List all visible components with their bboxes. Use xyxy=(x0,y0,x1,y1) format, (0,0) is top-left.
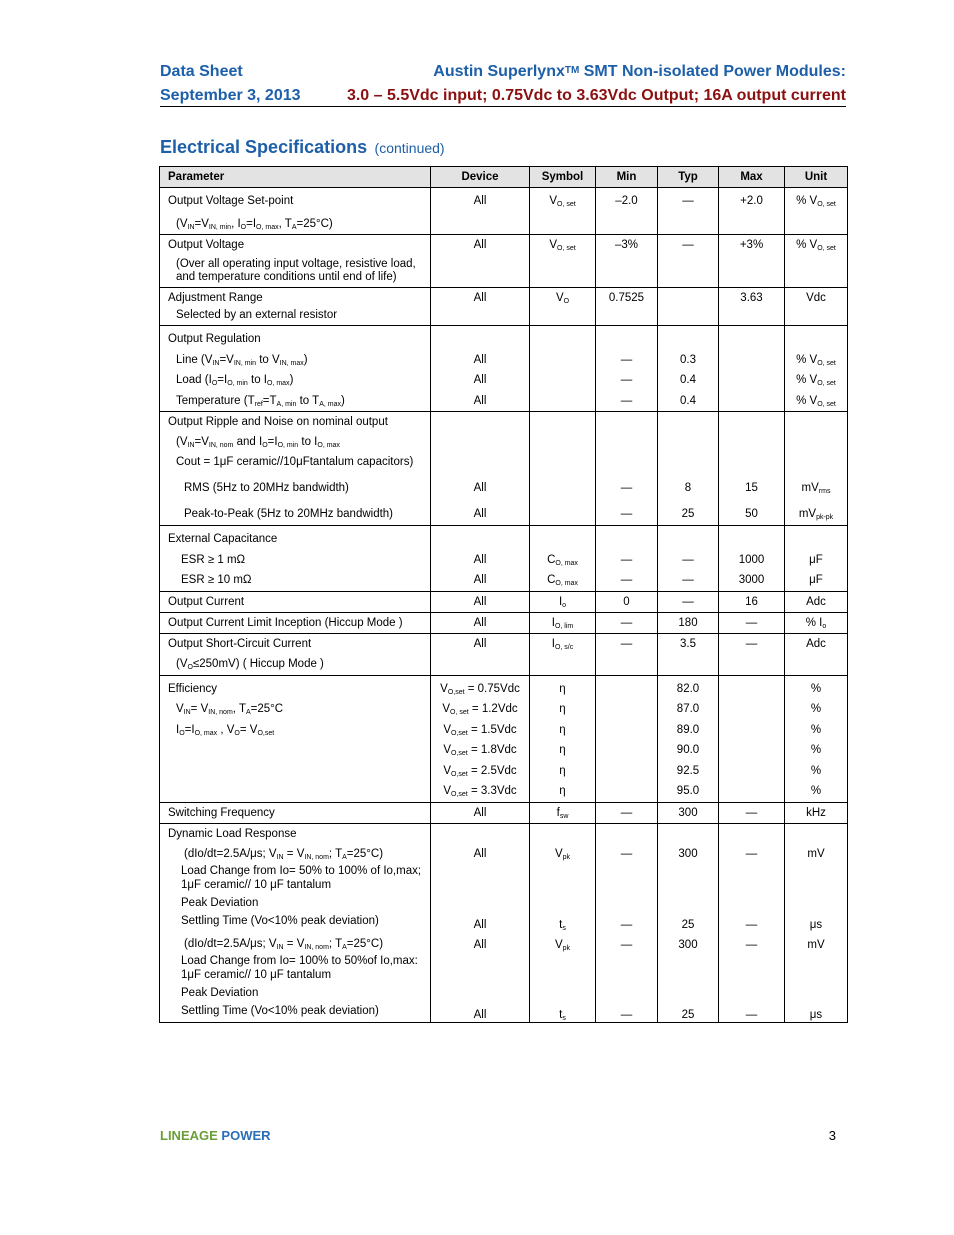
table-row: Output Voltage Set-point ($V_{IN}=V_{IN, min}$, $I_O=I_{O, max}$, $T_A=25^\circ C$) All $V_{O, set}$ –2.0 — +2.0 % $V_{O, set}$ xyxy=(160,188,848,235)
col-min: Min xyxy=(596,167,658,188)
page-number: 3 xyxy=(828,1128,836,1143)
spec-table xyxy=(159,166,848,1023)
col-typ: Typ xyxy=(658,167,719,188)
table-row: Adjustment Range Selected by an external resistor All $V_O$ 0.7525 3.63 Vdc xyxy=(160,288,848,326)
table-row: Output Short-Circuit Current $(V_O\le 250mV)$ ( Hiccup Mode ) All $I_{O, s/c}$ — 3.5 — Adc xyxy=(160,633,848,675)
col-device: Device xyxy=(431,167,530,188)
table-row: Output Current All $I_o$ 0 — 16 Adc xyxy=(160,591,848,612)
col-parameter: Parameter xyxy=(160,167,431,188)
table-row: Switching Frequency All $f_{sw}$ — 300 — kHz xyxy=(160,802,848,823)
table-row: Output Ripple and Noise on nominal output ($V_{IN}=V_{IN, nom}$ and $I_O=I_{O, min}$ to $I_{O, max}$ Cout = 1μF ceramic//10μFtantalum capacitors) RMS (5Hz to 20MHz bandwidth) Peak-to-Peak (5Hz to 20MHz bandwidth) All All — — 8 25 15 50 $mV_{rms}$ $mV_{pk-pk}$ xyxy=(160,412,848,526)
table-row: Dynamic Load Response (dIo/dt=2.5A/μs; $V_{IN} = V_{IN, nom}$; $T_A=25^\circ C$) Load Change from Io= 50% to 100% of Io,max; 1μF ceramic// 10 μF tantalum Peak Deviation Settling Time (Vo<10% peak deviation) (dIo/dt=2.5A/μs; $V_{IN} = V_{IN, nom}$; $T_A=25^\circ C$) Load Change from Io= 100% to 50%of Io,max: 1μF ceramic// 10 μF tantalum Peak Deviation Settling Time (Vo<10% peak deviation) All All All All $V_{pk}$ $t_s$ $V_{pk}$ $t_s$ — — — — 300 25 300 25 — — — — mV μs mV μs xyxy=(160,823,848,1022)
doc-date: September 3, 2013 xyxy=(160,87,301,104)
table-row: Output Regulation Line ($V_{IN}=V_{IN, min}$ to $V_{IN, max}$) Load ($I_O=I_{O, min}$ to $I_{O, max}$) Temperature ($T_{ref}=T_{A, min}$ to $T_{A, max}$) All All All — — — 0.3 0.4 0.4 % $V_{O, set}$ % $V_{O, set}$ % $V_{O, set}$ xyxy=(160,326,848,412)
company-logo-text: LINEAGE POWER xyxy=(160,1128,271,1143)
col-max: Max xyxy=(719,167,785,188)
table-row: Output Current Limit Inception (Hiccup Mode ) All $I_{O, lim}$ — 180 — % $I_o$ xyxy=(160,612,848,633)
col-symbol: Symbol xyxy=(530,167,596,188)
product-subtitle: 3.0 – 5.5Vdc input; 0.75Vdc to 3.63Vdc Output; 16A output current xyxy=(346,87,846,104)
table-row: Efficiency $V_{IN}= V_{IN, nom}$, $T_A=25^\circ C$ $I_O=I_{O, max}$ , $V_O= V_{O,set}$ $V_{O,set} = 0.75Vdc$ $V_{O, set} = 1.2Vdc$ $V_{O,set} = 1.5Vdc$ $V_{O,set} = 1.8Vdc$ $V_{O,set} = 2.5Vdc$ $V_{O,set} = 3.3Vdc$ η η η η η η 82.0 87.0 89.0 90.0 92.5 95.0 % % % % % % xyxy=(160,675,848,802)
table-row: External Capacitance ESR ≥ 1 mΩ ESR ≥ 10 mΩ All All $C_{O, max}$ $C_{O, max}$ — — — — 1000 3000 μF μF xyxy=(160,526,848,592)
header-rule xyxy=(160,106,846,107)
doc-type: Data Sheet xyxy=(160,63,243,80)
table-row: Output Voltage (Over all operating input voltage, resistive load, and temperature conditions until end of life) All $V_{O, set}$ –3% — +3% % $V_{O, set}$ xyxy=(160,235,848,288)
col-unit: Unit xyxy=(785,167,848,188)
product-title: Austin Superlynx™ SMT Non-isolated Power Modules: xyxy=(433,63,846,80)
section-heading: Electrical Specifications (continued) xyxy=(160,137,445,157)
table-header-row xyxy=(160,167,848,188)
